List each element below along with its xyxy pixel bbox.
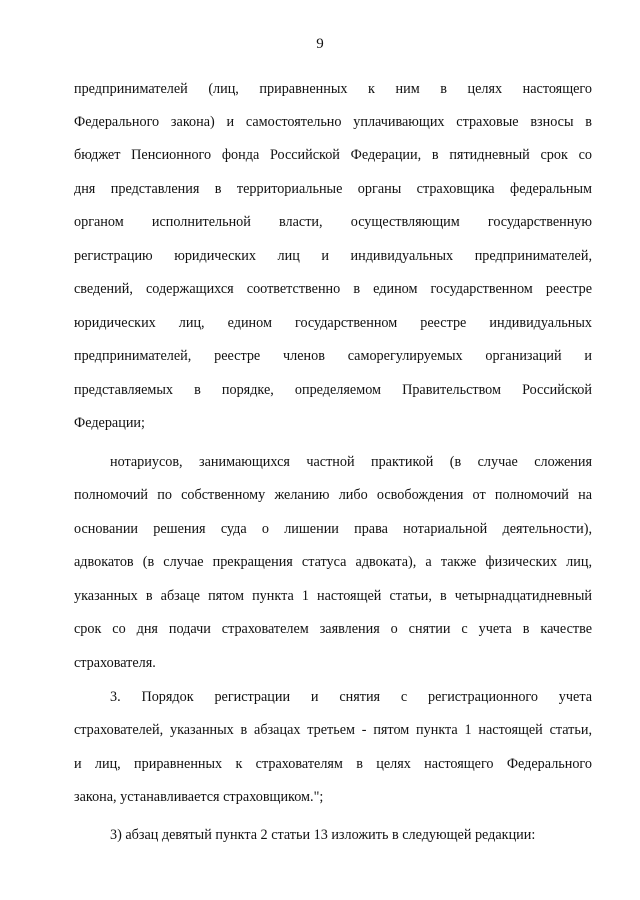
- text-line: предпринимателей, реестре членов саморегулируемых организаций и: [74, 348, 592, 364]
- paragraph-first-line: 3. Порядок регистрации и снятия с регистрационного учета: [110, 689, 592, 705]
- paragraph-first-line: 3) абзац девятый пункта 2 статьи 13 изложить в следующей редакции:: [110, 827, 536, 843]
- page-number: 9: [316, 36, 324, 52]
- text-line: страхователя.: [74, 655, 156, 671]
- text-line: бюджет Пенсионного фонда Российской Федерации, в пятидневный срок со: [74, 147, 592, 163]
- text-line: срок со дня подачи страхователем заявления о снятии с учета в качестве: [74, 621, 592, 637]
- text-line: адвокатов (в случае прекращения статуса адвоката), а также физических лиц,: [74, 554, 592, 570]
- text-line: и лиц, приравненных к страхователям в целях настоящего Федерального: [74, 756, 592, 772]
- text-line: предпринимателей (лиц, приравненных к ним в целях настоящего: [74, 81, 592, 97]
- text-line: Федерации;: [74, 415, 145, 431]
- text-line: представляемых в порядке, определяемом Правительством Российской: [74, 382, 592, 398]
- text-line: закона, устанавливается страховщиком.";: [74, 789, 324, 805]
- text-line: основании решения суда о лишении права нотариальной деятельности),: [74, 521, 592, 537]
- text-line: дня представления в территориальные органы страховщика федеральным: [74, 181, 592, 197]
- text-line: юридических лиц, едином государственном реестре индивидуальных: [74, 315, 592, 331]
- text-line: Федерального закона) и самостоятельно уплачивающих страховые взносы в: [74, 114, 592, 130]
- text-line: страхователей, указанных в абзацах третьем - пятом пункта 1 настоящей статьи,: [74, 722, 592, 738]
- paragraph-first-line: нотариусов, занимающихся частной практикой (в случае сложения: [110, 454, 592, 470]
- text-line: сведений, содержащихся соответственно в едином государственном реестре: [74, 281, 592, 297]
- text-line: указанных в абзаце пятом пункта 1 настоящей статьи, в четырнадцатидневный: [74, 588, 592, 604]
- text-line: регистрацию юридических лиц и индивидуальных предпринимателей,: [74, 248, 592, 264]
- text-line: полномочий по собственному желанию либо освобождения от полномочий на: [74, 487, 592, 503]
- text-line: органом исполнительной власти, осуществляющим государственную: [74, 214, 592, 230]
